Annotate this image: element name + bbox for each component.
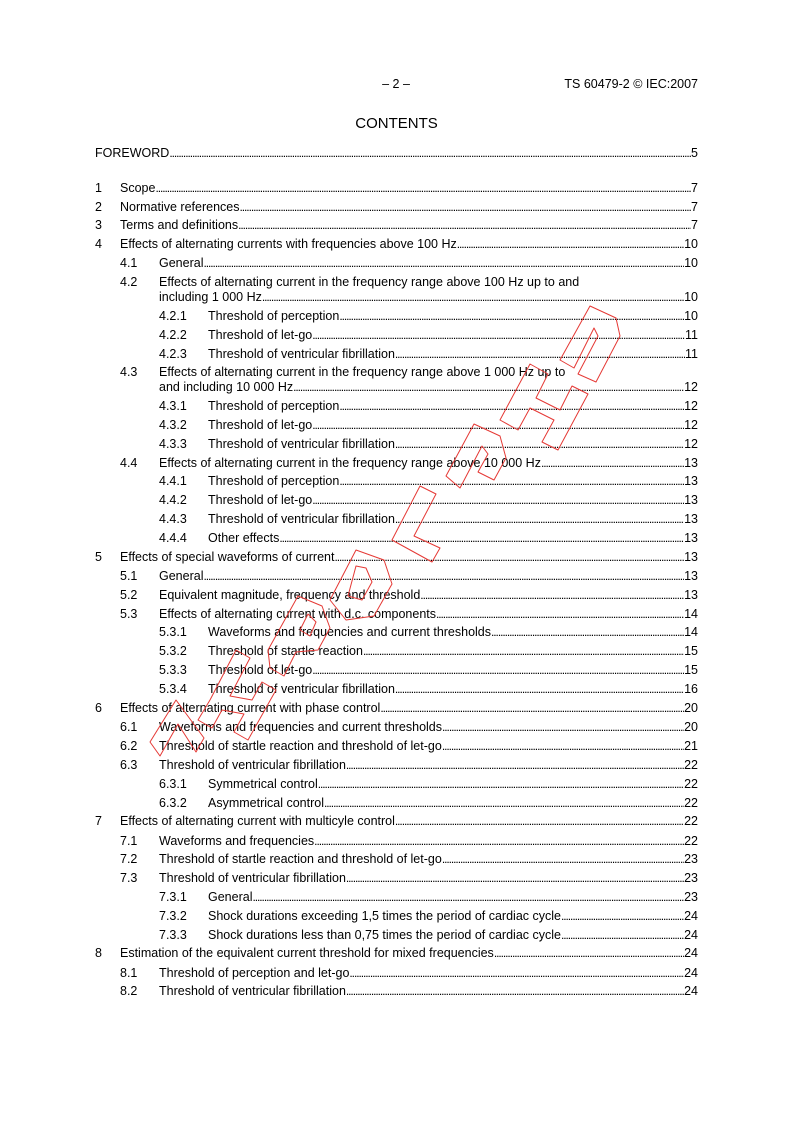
toc-entry-title-continued: and including 10 000 Hz [159, 380, 294, 395]
toc-entry-number: 4.2 [120, 275, 138, 290]
toc-entry-page: 24 [684, 965, 698, 980]
toc-entry-number: 6.3.1 [159, 776, 187, 791]
toc-dot-leader [442, 720, 684, 735]
toc-dot-leader [395, 347, 685, 362]
toc-entry-page: 7 [691, 199, 698, 214]
toc-entry-number: 5.3.4 [159, 681, 187, 696]
toc-dot-leader [238, 218, 691, 233]
toc-entry-number: 5.3.1 [159, 625, 187, 640]
toc-entry[interactable] [95, 909, 698, 924]
toc-entry-title: Symmetrical control [208, 776, 318, 791]
toc-entry[interactable] [95, 493, 698, 508]
toc-dot-leader [541, 456, 684, 471]
toc-dot-leader [457, 237, 684, 252]
toc-entry-page: 12 [684, 418, 698, 433]
toc-dot-leader [252, 890, 684, 905]
toc-entry-number: 4.3.2 [159, 418, 187, 433]
toc-dot-leader [339, 309, 684, 324]
toc-entry[interactable] [95, 852, 698, 867]
table-of-contents [95, 146, 698, 1003]
toc-entry-number: 8 [95, 946, 102, 961]
toc-entry-number: 6.3.2 [159, 795, 187, 810]
toc-entry-page: 14 [684, 606, 698, 621]
toc-entry-title: General [159, 255, 204, 270]
toc-dot-leader [442, 852, 684, 867]
toc-entry-number: 4.1 [120, 255, 138, 270]
toc-dot-leader [312, 328, 685, 343]
toc-entry-page: 13 [684, 512, 698, 527]
toc-entry-title: Asymmetrical control [208, 795, 324, 810]
toc-entry-number: 5.3 [120, 606, 138, 621]
toc-dot-leader [155, 181, 691, 196]
toc-dot-leader [346, 984, 684, 999]
toc-entry-page: 20 [684, 720, 698, 735]
toc-entry-title: Threshold of perception [208, 399, 340, 414]
toc-entry[interactable] [95, 365, 698, 395]
toc-entry-page: 22 [684, 833, 698, 848]
toc-dot-leader [318, 777, 684, 792]
toc-entry-page: 13 [684, 455, 698, 470]
toc-dot-leader [240, 200, 692, 215]
toc-entry-title: Threshold of ventricular fibrillation [208, 346, 395, 361]
toc-entry-number: 5.1 [120, 568, 138, 583]
toc-entry-title: Threshold of perception [208, 309, 340, 324]
toc-entry-title: Threshold of ventricular fibrillation [159, 871, 346, 886]
toc-entry-number: 4.4.3 [159, 512, 187, 527]
toc-entry-page: 22 [684, 795, 698, 810]
toc-entry-title: Scope [120, 180, 156, 195]
toc-entry-title: Threshold of ventricular fibrillation [159, 757, 346, 772]
toc-dot-leader [494, 946, 684, 961]
toc-entry-title: Threshold of startle reaction and threshold of let-go [159, 852, 442, 867]
toc-entry-title: Threshold of ventricular fibrillation [208, 681, 395, 696]
toc-entry-title: Effects of alternating current in the frequency range above 100 Hz up to and [159, 275, 580, 290]
toc-entry-page: 7 [691, 180, 698, 195]
toc-entry-page: 15 [684, 644, 698, 659]
toc-entry-page: 24 [684, 927, 698, 942]
toc-entry[interactable] [95, 347, 698, 362]
toc-dot-leader [349, 966, 684, 981]
toc-entry-title: Effects of alternating current with phase control [120, 701, 381, 716]
toc-entry-page: 5 [691, 146, 698, 160]
toc-entry-page: 10 [684, 255, 698, 270]
toc-dot-leader [380, 701, 684, 716]
toc-entry-number: 7.3.2 [159, 908, 187, 923]
toc-entry-number: 7.2 [120, 852, 138, 867]
toc-dot-leader [312, 418, 684, 433]
toc-entry-number: 6.2 [120, 739, 138, 754]
toc-entry-title: General [208, 889, 253, 904]
toc-entry-title: Effects of alternating current in the frequency range above 1 000 Hz up to [159, 365, 566, 380]
toc-entry[interactable] [95, 569, 698, 584]
toc-entry-title: Effects of alternating current with d.c. components [159, 606, 436, 621]
toc-entry-number: 4.2.1 [159, 309, 187, 324]
toc-entry-page: 13 [684, 530, 698, 545]
toc-entry[interactable] [95, 237, 698, 252]
toc-entry-number: 5 [95, 549, 102, 564]
toc-entry-page: 23 [684, 889, 698, 904]
toc-dot-leader [395, 437, 684, 452]
toc-entry[interactable] [95, 814, 698, 829]
page-number: – 2 – [382, 77, 410, 91]
toc-entry-title: General [159, 568, 204, 583]
toc-entry-number: 5.3.2 [159, 644, 187, 659]
toc-entry-number: 7.3.1 [159, 889, 187, 904]
toc-dot-leader [203, 569, 684, 584]
toc-entry-page: 7 [691, 218, 698, 233]
toc-entry-number: 7 [95, 814, 102, 829]
toc-entry[interactable] [95, 701, 698, 716]
toc-entry[interactable] [95, 256, 698, 271]
toc-entry[interactable] [95, 399, 698, 414]
toc-entry-title: Effects of alternating current in the frequency range above 10 000 Hz [159, 455, 541, 470]
toc-entry-number: 5.2 [120, 587, 138, 602]
toc-entry[interactable] [95, 437, 698, 452]
toc-dot-leader [395, 814, 684, 829]
toc-entry-title: Estimation of the equivalent current threshold for mixed frequencies [120, 946, 494, 961]
toc-entry-page: 24 [684, 946, 698, 961]
toc-entry-number: 4.2.2 [159, 327, 187, 342]
toc-entry[interactable] [95, 682, 698, 697]
toc-entry-page: 12 [684, 380, 698, 395]
toc-entry-number: 4.3 [120, 365, 138, 380]
toc-entry[interactable] [95, 218, 698, 233]
toc-entry-page: 23 [684, 852, 698, 867]
toc-entry-page: 14 [684, 625, 698, 640]
toc-entry[interactable] [95, 328, 698, 343]
toc-entry-page: 10 [684, 309, 698, 324]
toc-entry-title: Threshold of ventricular fibrillation [159, 984, 346, 999]
toc-entry-title: Shock durations less than 0,75 times the period of cardiac cycle [208, 927, 561, 942]
toc-entry-number: 6.3 [120, 757, 138, 772]
toc-dot-leader [314, 834, 684, 849]
toc-entry-number: 7.3.3 [159, 927, 187, 942]
toc-dot-leader [293, 380, 684, 395]
toc-entry[interactable] [95, 834, 698, 849]
toc-dot-leader [395, 682, 684, 697]
toc-entry-title: Effects of special waveforms of current [120, 549, 335, 564]
toc-entry-number: 4.4 [120, 455, 138, 470]
toc-entry[interactable] [95, 418, 698, 433]
toc-entry-title: Threshold of let-go [208, 493, 313, 508]
toc-entry-page: 13 [684, 549, 698, 564]
toc-entry[interactable] [95, 309, 698, 324]
toc-dot-leader [312, 663, 684, 678]
toc-entry-title: Equivalent magnitude, frequency and threshold [159, 587, 421, 602]
toc-entry-page: 22 [684, 814, 698, 829]
toc-entry-number: 8.2 [120, 984, 138, 999]
toc-entry-title: Threshold of startle reaction and threshold of let-go [159, 739, 442, 754]
toc-entry-page: 22 [684, 776, 698, 791]
toc-entry-page: 13 [684, 493, 698, 508]
toc-entry-page: 16 [684, 681, 698, 696]
toc-entry-page: 13 [684, 474, 698, 489]
toc-entry[interactable] [95, 644, 698, 659]
toc-entry-title: Threshold of startle reaction [208, 644, 363, 659]
toc-entry-number: 4.4.4 [159, 530, 187, 545]
toc-entry-title: Threshold of ventricular fibrillation [208, 436, 395, 451]
toc-dot-leader [491, 625, 684, 640]
toc-entry[interactable] [95, 456, 698, 471]
toc-entry[interactable] [95, 512, 698, 527]
toc-entry-page: 12 [684, 436, 698, 451]
toc-entry-title: Terms and definitions [120, 218, 239, 233]
toc-entry-title: Waveforms and frequencies and current thresholds [208, 625, 492, 640]
toc-dot-leader [324, 796, 684, 811]
toc-entry-number: 4.4.2 [159, 493, 187, 508]
toc-entry-page: 22 [684, 757, 698, 772]
toc-entry-number: 7.1 [120, 833, 138, 848]
toc-entry-title: Threshold of ventricular fibrillation [208, 512, 395, 527]
toc-entry-page: 20 [684, 701, 698, 716]
toc-entry-title: Threshold of perception and let-go [159, 965, 350, 980]
toc-entry[interactable] [95, 531, 698, 546]
toc-entry-page: 10 [684, 290, 698, 305]
toc-entry-page: 24 [684, 984, 698, 999]
toc-dot-leader [339, 399, 684, 414]
toc-dot-leader [436, 607, 684, 622]
toc-entry[interactable] [95, 275, 698, 305]
toc-entry-number: 4.4.1 [159, 474, 187, 489]
toc-entry[interactable] [95, 777, 698, 792]
toc-dot-leader [339, 474, 684, 489]
toc-entry-page: 13 [684, 587, 698, 602]
toc-entry[interactable] [95, 588, 698, 603]
toc-entry-number: 7.3 [120, 871, 138, 886]
toc-dot-leader [395, 512, 684, 527]
toc-entry-title: Threshold of perception [208, 474, 340, 489]
toc-dot-leader [420, 588, 684, 603]
toc-entry[interactable] [95, 607, 698, 622]
toc-entry-number: 6 [95, 701, 102, 716]
toc-dot-leader [334, 550, 684, 565]
toc-entry-page: 21 [684, 739, 698, 754]
toc-entry[interactable] [95, 928, 698, 943]
toc-entry-page: 11 [685, 327, 698, 342]
toc-entry-page: 13 [684, 568, 698, 583]
toc-dot-leader [203, 256, 684, 271]
standard-reference: TS 60479-2 © IEC:2007 [564, 77, 698, 91]
toc-entry[interactable] [95, 663, 698, 678]
toc-dot-leader [363, 644, 684, 659]
toc-entry-title: Effects of alternating current with multicyle control [120, 814, 395, 829]
toc-entry-number: 5.3.3 [159, 662, 187, 677]
toc-entry-number: 4.3.3 [159, 436, 187, 451]
toc-dot-leader [346, 871, 684, 886]
toc-entry-number: 4 [95, 237, 102, 252]
toc-entry-page: 12 [684, 399, 698, 414]
toc-entry-title: Waveforms and frequencies [159, 833, 315, 848]
toc-entry-page: 15 [684, 662, 698, 677]
toc-entry-title: Effects of alternating currents with frequencies above 100 Hz [120, 237, 457, 252]
toc-entry-title: Threshold of let-go [208, 327, 313, 342]
toc-entry-title: Waveforms and frequencies and current thresholds [159, 720, 443, 735]
toc-entry[interactable] [95, 146, 698, 161]
toc-entry[interactable] [95, 871, 698, 886]
toc-dot-leader [262, 290, 684, 305]
toc-dot-leader [561, 909, 684, 924]
toc-dot-leader [169, 146, 691, 161]
toc-entry-number: 3 [95, 218, 102, 233]
page-title: CONTENTS [355, 115, 438, 132]
toc-dot-leader [279, 531, 684, 546]
toc-entry[interactable] [95, 890, 698, 905]
toc-entry[interactable] [95, 181, 698, 196]
toc-entry-title: Normative references [120, 199, 240, 214]
toc-entry[interactable] [95, 474, 698, 489]
toc-entry[interactable] [95, 720, 698, 735]
toc-dot-leader [346, 758, 684, 773]
toc-entry[interactable] [95, 739, 698, 754]
toc-entry-number: 4.3.1 [159, 399, 187, 414]
toc-entry-page: 10 [684, 237, 698, 252]
toc-dot-leader [442, 739, 684, 754]
toc-dot-leader [561, 928, 684, 943]
toc-entry-title: Threshold of let-go [208, 418, 313, 433]
toc-entry-title: Threshold of let-go [208, 662, 313, 677]
toc-entry-number: 1 [95, 180, 102, 195]
toc-entry-number: 2 [95, 199, 102, 214]
toc-entry[interactable] [95, 966, 698, 981]
toc-entry-page: 24 [684, 908, 698, 923]
toc-entry[interactable] [95, 200, 698, 215]
toc-entry-title: Other effects [208, 530, 280, 545]
toc-entry-page: 23 [684, 871, 698, 886]
toc-entry-page: 11 [685, 346, 698, 361]
toc-entry[interactable] [95, 625, 698, 640]
toc-entry[interactable] [95, 946, 698, 961]
toc-entry[interactable] [95, 758, 698, 773]
toc-dot-leader [312, 493, 684, 508]
toc-entry[interactable] [95, 984, 698, 999]
toc-entry-title: Shock durations exceeding 1,5 times the period of cardiac cycle [208, 908, 561, 923]
toc-entry-title-continued: including 1 000 Hz [159, 290, 262, 305]
toc-entry-number: 6.1 [120, 720, 138, 735]
toc-entry-number: 4.2.3 [159, 346, 187, 361]
toc-entry[interactable] [95, 550, 698, 565]
toc-entry[interactable] [95, 796, 698, 811]
toc-entry-number: 8.1 [120, 965, 138, 980]
toc-entry-title: FOREWORD [95, 146, 170, 160]
